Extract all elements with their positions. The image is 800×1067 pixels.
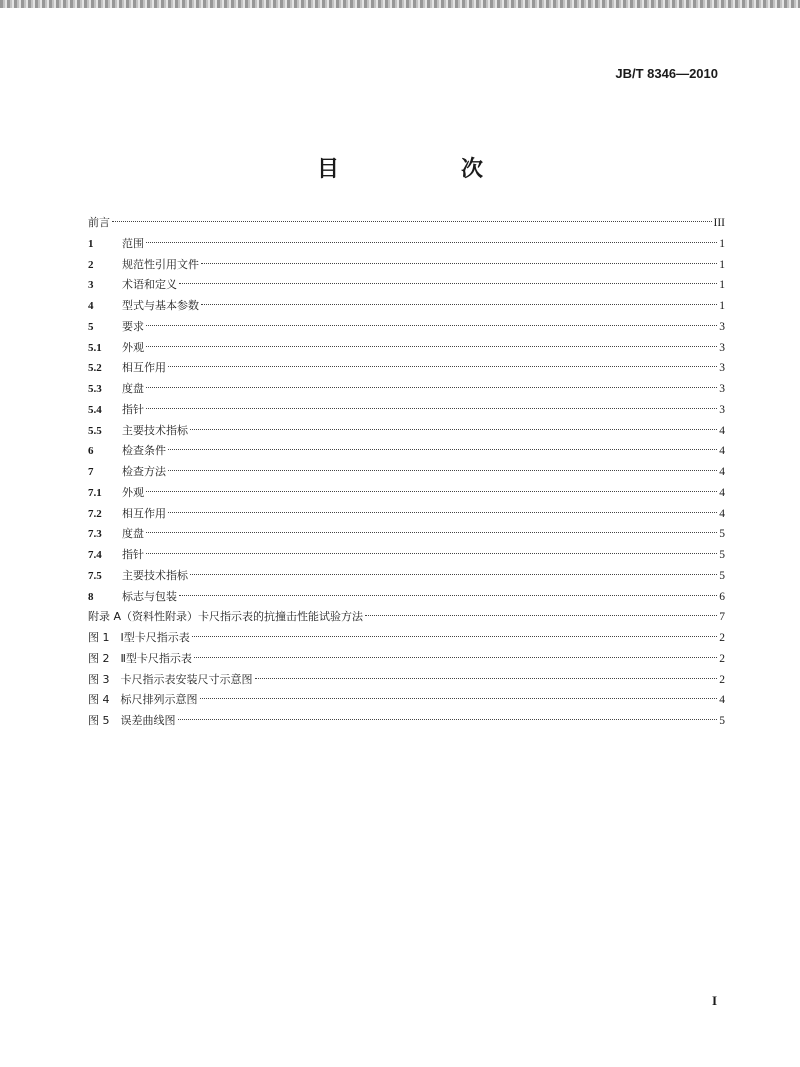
toc-entry-number: 7.3 bbox=[88, 528, 102, 541]
toc-entry-label: 图 3 卡尺指示表安装尺寸示意图 bbox=[88, 672, 253, 686]
toc-entry[interactable] bbox=[88, 379, 725, 400]
toc-entry-number: 7.4 bbox=[88, 549, 102, 561]
toc-entry-label: 度盘 bbox=[122, 527, 144, 541]
dot-leader bbox=[179, 283, 717, 284]
toc-entry-page: 4 bbox=[719, 445, 725, 458]
toc-entry[interactable] bbox=[88, 275, 725, 296]
toc-entry-page: 4 bbox=[719, 424, 725, 437]
toc-entry-page: 3 bbox=[719, 320, 725, 333]
toc-entry-page: 4 bbox=[719, 466, 725, 478]
toc-entry-label: 外观 bbox=[122, 340, 144, 354]
dot-leader bbox=[179, 595, 717, 596]
standard-number: JB/T 8346—2010 bbox=[615, 66, 718, 81]
toc-entry-label: 术语和定义 bbox=[122, 278, 177, 292]
toc-entry-label: 指针 bbox=[122, 402, 144, 416]
dot-leader bbox=[146, 532, 717, 533]
toc-entry-label: 图 1 Ⅰ型卡尺指示表 bbox=[88, 631, 190, 644]
toc-entry-label: 要求 bbox=[122, 319, 144, 333]
toc-entry-page: 7 bbox=[719, 611, 725, 624]
toc-entry-page: 5 bbox=[719, 549, 725, 561]
dot-leader bbox=[146, 408, 717, 409]
toc-entry[interactable] bbox=[88, 441, 725, 462]
toc-entry-number: 5 bbox=[88, 320, 94, 333]
dot-leader bbox=[168, 449, 717, 450]
toc-entry-page: 1 bbox=[719, 237, 725, 250]
toc-entry[interactable] bbox=[88, 421, 725, 442]
toc-entry-label: 图 4 标尺排列示意图 bbox=[88, 693, 198, 707]
toc-entry-number: 7.2 bbox=[88, 507, 102, 520]
toc-entry-page: 3 bbox=[719, 403, 725, 416]
toc-entry[interactable] bbox=[88, 545, 725, 566]
dot-leader bbox=[201, 304, 717, 305]
toc-entry-label: 标志与包装 bbox=[122, 589, 177, 603]
toc-entry-page: 2 bbox=[719, 652, 725, 665]
toc-entry[interactable] bbox=[88, 338, 725, 359]
dot-leader bbox=[178, 719, 718, 720]
toc-entry[interactable] bbox=[88, 213, 725, 234]
dot-leader bbox=[194, 657, 717, 658]
toc-entry[interactable] bbox=[88, 607, 725, 628]
dot-leader bbox=[112, 221, 712, 222]
toc-entry-number: 4 bbox=[88, 300, 94, 312]
toc-entry-label: 图 5 误差曲线图 bbox=[88, 714, 176, 727]
toc-entry-page: 3 bbox=[719, 341, 725, 354]
toc-entry-label: 型式与基本参数 bbox=[122, 299, 199, 312]
toc-entry-number: 5.5 bbox=[88, 424, 102, 437]
toc-entry-number: 5.2 bbox=[88, 362, 102, 375]
toc-entry-label: 外观 bbox=[122, 485, 144, 499]
toc-entry-page: 1 bbox=[719, 300, 725, 312]
toc-entry[interactable] bbox=[88, 234, 725, 255]
toc-entry[interactable] bbox=[88, 690, 725, 711]
toc-entry-number: 8 bbox=[88, 590, 94, 603]
page-title: 目 次 bbox=[316, 157, 533, 182]
toc-entry-number: 5.4 bbox=[88, 403, 102, 416]
toc-entry[interactable] bbox=[88, 711, 725, 732]
toc-entry-number: 5.3 bbox=[88, 383, 102, 395]
toc-entry[interactable] bbox=[88, 400, 725, 421]
dot-leader bbox=[146, 346, 717, 347]
toc-entry-label: 指针 bbox=[122, 548, 144, 561]
toc-entry[interactable] bbox=[88, 296, 725, 317]
toc-entry-page: 1 bbox=[719, 279, 725, 292]
toc-entry-page: 2 bbox=[719, 673, 725, 686]
toc-entry[interactable] bbox=[88, 504, 725, 525]
toc-entry-page: 5 bbox=[719, 528, 725, 541]
toc-entry-page: 2 bbox=[719, 632, 725, 644]
toc-entry-page: 3 bbox=[719, 362, 725, 375]
dot-leader bbox=[168, 470, 717, 471]
toc-entry[interactable] bbox=[88, 628, 725, 649]
toc-entry-label: 规范性引用文件 bbox=[122, 257, 199, 271]
toc-entry[interactable] bbox=[88, 587, 725, 608]
table-of-contents bbox=[88, 213, 725, 732]
dot-leader bbox=[190, 429, 717, 430]
toc-entry-page: III bbox=[713, 217, 725, 229]
toc-entry-page: 4 bbox=[719, 507, 725, 520]
dot-leader bbox=[146, 491, 717, 492]
toc-entry-number: 5.1 bbox=[88, 341, 102, 354]
toc-entry-page: 1 bbox=[719, 258, 725, 271]
toc-entry-page: 6 bbox=[719, 590, 725, 603]
toc-entry-label: 检查方法 bbox=[122, 465, 166, 478]
toc-entry[interactable] bbox=[88, 317, 725, 338]
dot-leader bbox=[200, 698, 718, 699]
dot-leader bbox=[201, 263, 717, 264]
toc-entry[interactable] bbox=[88, 649, 725, 670]
toc-entry-page: 5 bbox=[719, 715, 725, 727]
page-folio: I bbox=[711, 993, 717, 1008]
toc-entry[interactable] bbox=[88, 358, 725, 379]
toc-entry-number: 2 bbox=[88, 258, 94, 271]
toc-entry-label: 度盘 bbox=[122, 382, 144, 395]
toc-entry[interactable] bbox=[88, 255, 725, 276]
dot-leader bbox=[168, 512, 717, 513]
toc-entry[interactable] bbox=[88, 483, 725, 504]
toc-entry-label: 附录 A（资料性附录）卡尺指示表的抗撞击性能试验方法 bbox=[88, 610, 364, 624]
toc-entry-number: 1 bbox=[88, 237, 94, 250]
scan-edge-artifact bbox=[0, 0, 800, 8]
toc-entry[interactable] bbox=[88, 524, 725, 545]
dot-leader bbox=[146, 242, 717, 243]
toc-entry[interactable] bbox=[88, 670, 725, 691]
toc-entry-label: 相互作用 bbox=[122, 506, 166, 520]
toc-entry[interactable] bbox=[88, 462, 725, 483]
toc-entry-label: 前言 bbox=[88, 216, 110, 229]
toc-entry-label: 图 2 Ⅱ型卡尺指示表 bbox=[88, 651, 192, 665]
toc-entry-label: 主要技术指标 bbox=[122, 423, 188, 437]
toc-entry-label: 范围 bbox=[122, 236, 144, 250]
toc-entry-number: 3 bbox=[88, 279, 94, 292]
dot-leader bbox=[190, 574, 717, 575]
toc-entry-page: 4 bbox=[719, 694, 725, 707]
dot-leader bbox=[255, 678, 718, 679]
toc-entry-page: 3 bbox=[719, 383, 725, 395]
toc-entry-number: 7 bbox=[88, 466, 94, 478]
toc-entry-number: 7.5 bbox=[88, 569, 102, 582]
toc-entry-page: 5 bbox=[719, 569, 725, 582]
toc-entry-number: 6 bbox=[88, 445, 94, 458]
dot-leader bbox=[365, 615, 717, 616]
toc-entry-label: 相互作用 bbox=[122, 361, 166, 375]
toc-entry-label: 主要技术指标 bbox=[122, 568, 188, 582]
dot-leader bbox=[146, 387, 717, 388]
dot-leader bbox=[168, 366, 717, 367]
dot-leader bbox=[146, 325, 717, 326]
toc-entry-label: 检查条件 bbox=[122, 444, 166, 458]
dot-leader bbox=[192, 636, 718, 637]
toc-entry[interactable] bbox=[88, 566, 725, 587]
toc-entry-page: 4 bbox=[719, 486, 725, 499]
dot-leader bbox=[146, 553, 717, 554]
toc-entry-number: 7.1 bbox=[88, 486, 102, 499]
